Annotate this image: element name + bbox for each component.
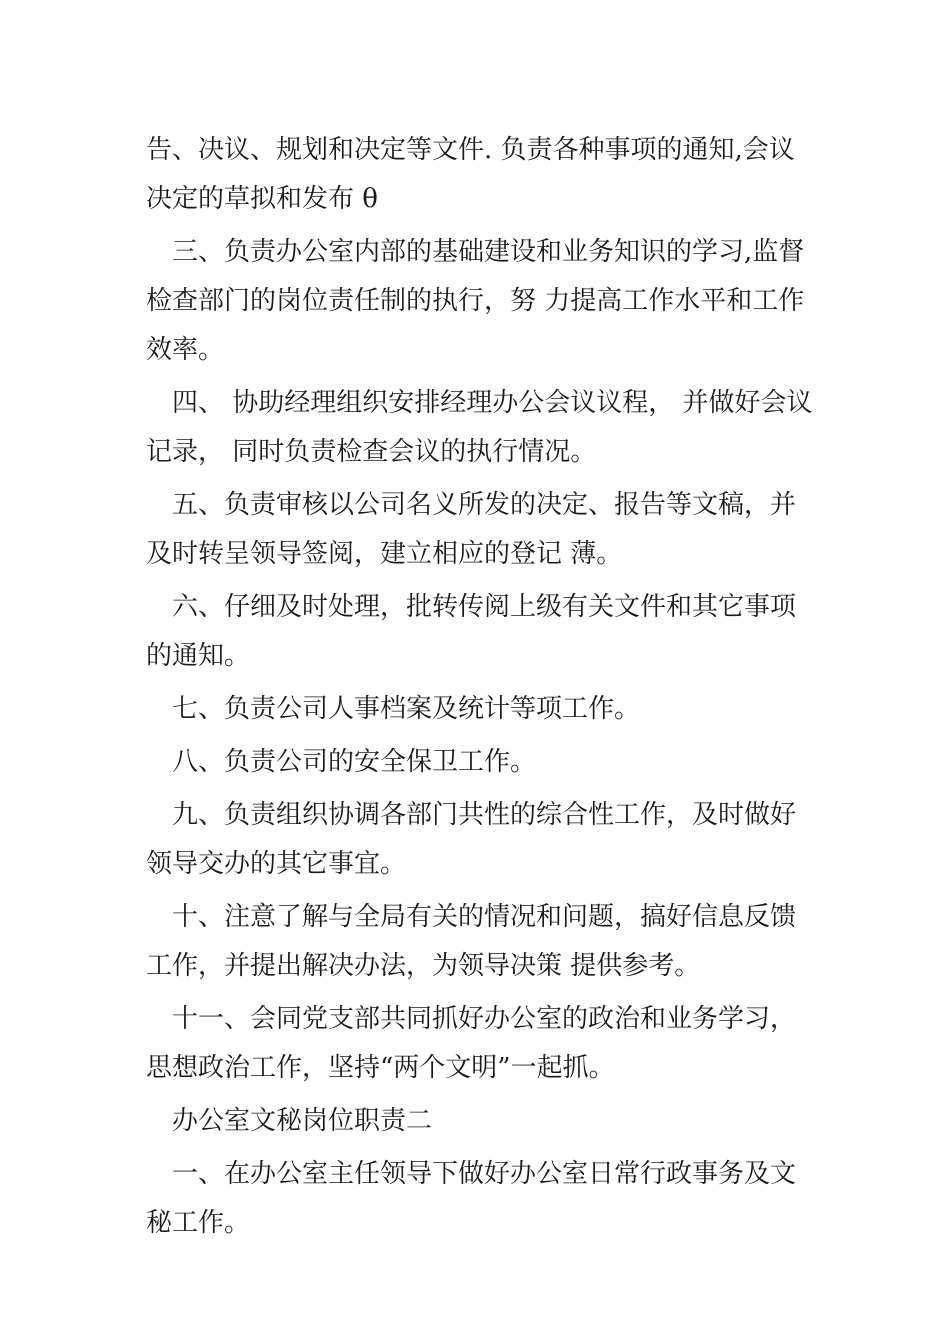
paragraph-item-11: 十一、会同党支部共同抓好办公室的政治和业务学习，思想政治工作，坚持“两个文明”一起抓。 <box>146 1004 797 1083</box>
paragraph-item-6: 六、仔细及时处理，批转传阅上级有关文件和其它事项的通知。 <box>146 592 797 671</box>
paragraph-item-8: 八、负责公司的安全保卫工作。 <box>172 747 537 777</box>
paragraph-item-7: 七、负责公司人事档案及统计等项工作。 <box>172 694 641 724</box>
paragraph-item-3: 三、负责办公室内部的基础建设和业务知识的学习,监督检查部门的岗位责任制的执行，努 力提高工作水平和工作效率。 <box>146 237 805 365</box>
paragraph-item-10: 十、注意了解与全局有关的情况和问题，搞好信息反馈工作，并提出解决办法，为领导决策 提供参考。 <box>146 902 797 981</box>
paragraph-continued: 告、决议、规划和决定等文件. 负责各种事项的通知,会议决定的草拟和发布 θ <box>146 135 795 214</box>
document-body <box>146 126 816 1248</box>
paragraph-item-4: 四、 协助经理组织安排经理办公会议议程， 并做好会议记录， 同时负责检查会议的执行情况。 <box>146 388 813 467</box>
section-heading: 办公室文秘岗位职责二 <box>172 1106 433 1136</box>
paragraph-item-9: 九、负责组织协调各部门共性的综合性工作，及时做好领导交办的其它事宜。 <box>146 800 797 879</box>
paragraph-item-5: 五、负责审核以公司名义所发的决定、报告等文稿，并及时转呈领导签阅，建立相应的登记 薄。 <box>146 490 797 569</box>
paragraph-item-1: 一、在办公室主任领导下做好办公室日常行政事务及文秘工作。 <box>146 1159 797 1238</box>
